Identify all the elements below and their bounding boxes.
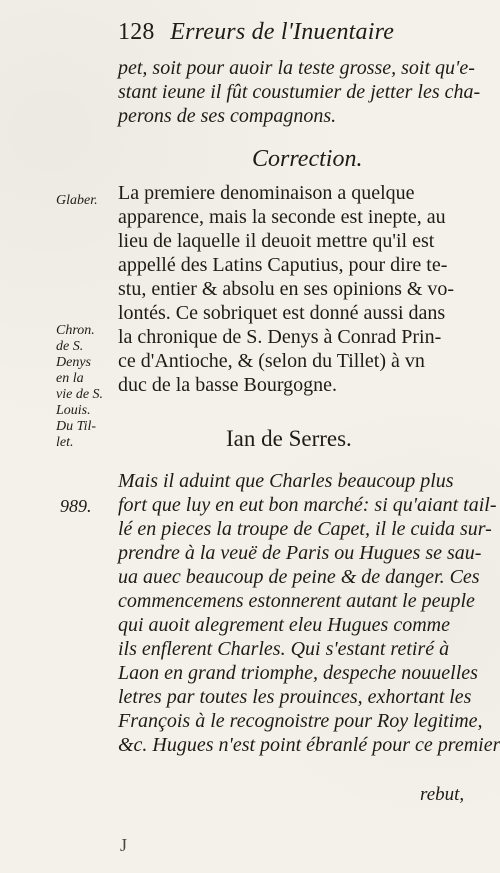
text-line: perons de ses compagnons. bbox=[118, 105, 337, 127]
text-line: ils enflerent Charles. Qui s'estant retiré à bbox=[118, 638, 450, 660]
text-line: lontés. Ce sobriquet est donné aussi dans bbox=[118, 302, 446, 324]
catchword: rebut, bbox=[420, 784, 465, 805]
text-line: Mais il aduint que Charles beaucoup plus bbox=[118, 470, 454, 492]
serres-text-block bbox=[118, 469, 500, 757]
correction-text-block bbox=[118, 181, 488, 397]
text-line: stant ieune il fût coustumier de jetter les cha- bbox=[118, 81, 481, 103]
text-line: ua auec beaucoup de peine & de danger. Ces bbox=[118, 566, 480, 588]
text-line: François à le recognoistre pour Roy legitime, bbox=[118, 710, 483, 732]
margin-note-glaber: Glaber. bbox=[56, 193, 98, 208]
top-text-block bbox=[118, 56, 488, 128]
text-line: appellé des Latins Caputius, pour dire te- bbox=[118, 254, 448, 276]
text-line: apparence, mais la seconde est inepte, au bbox=[118, 206, 446, 228]
text-line: commencemens estonnerent autant le peuple bbox=[118, 590, 475, 612]
page-header bbox=[118, 18, 458, 46]
text-line: duc de la basse Bourgogne. bbox=[118, 374, 338, 396]
text-line: Laon en grand triomphe, despeche nouuelles bbox=[118, 662, 478, 684]
margin-number: 989. bbox=[60, 496, 92, 516]
text-line: pet, soit pour auoir la teste grosse, soit qu'e- bbox=[118, 57, 475, 79]
section-title: Ian de Serres. bbox=[226, 426, 352, 451]
margin-note-sources: Chron. de S. Denys en la vie de S. Louis. Du Til- let. bbox=[56, 323, 104, 450]
text-line: fort que luy en eut bon marché: si qu'aiant tail- bbox=[118, 494, 497, 516]
text-line: lé en pieces la troupe de Capet, il le cuida sur- bbox=[118, 518, 492, 540]
text-line: La premiere denominaison a quelque bbox=[118, 182, 415, 204]
text-line: ce d'Antioche, & (selon du Tillet) à vn bbox=[118, 350, 425, 372]
correction-heading: Correction. bbox=[252, 146, 363, 172]
text-line: letres par toutes les prouinces, exhortant les bbox=[118, 686, 472, 708]
footer-mark: J bbox=[120, 835, 128, 855]
text-line: prendre à la veuë de Paris ou Hugues se sau- bbox=[118, 542, 482, 564]
page-number: 128 bbox=[118, 19, 155, 45]
text-line: &c. Hugues n'est point ébranlé pour ce premier bbox=[118, 734, 500, 756]
running-head: Erreurs de l'Inuentaire bbox=[170, 19, 395, 45]
text-line: qui auoit alegrement eleu Hugues comme bbox=[118, 614, 450, 636]
text-line: lieu de laquelle il deuoit mettre qu'il est bbox=[118, 230, 435, 252]
text-line: stu, entier & absolu en ses opinions & vo- bbox=[118, 278, 455, 300]
text-line: la chronique de S. Denys à Conrad Prin- bbox=[118, 326, 442, 348]
